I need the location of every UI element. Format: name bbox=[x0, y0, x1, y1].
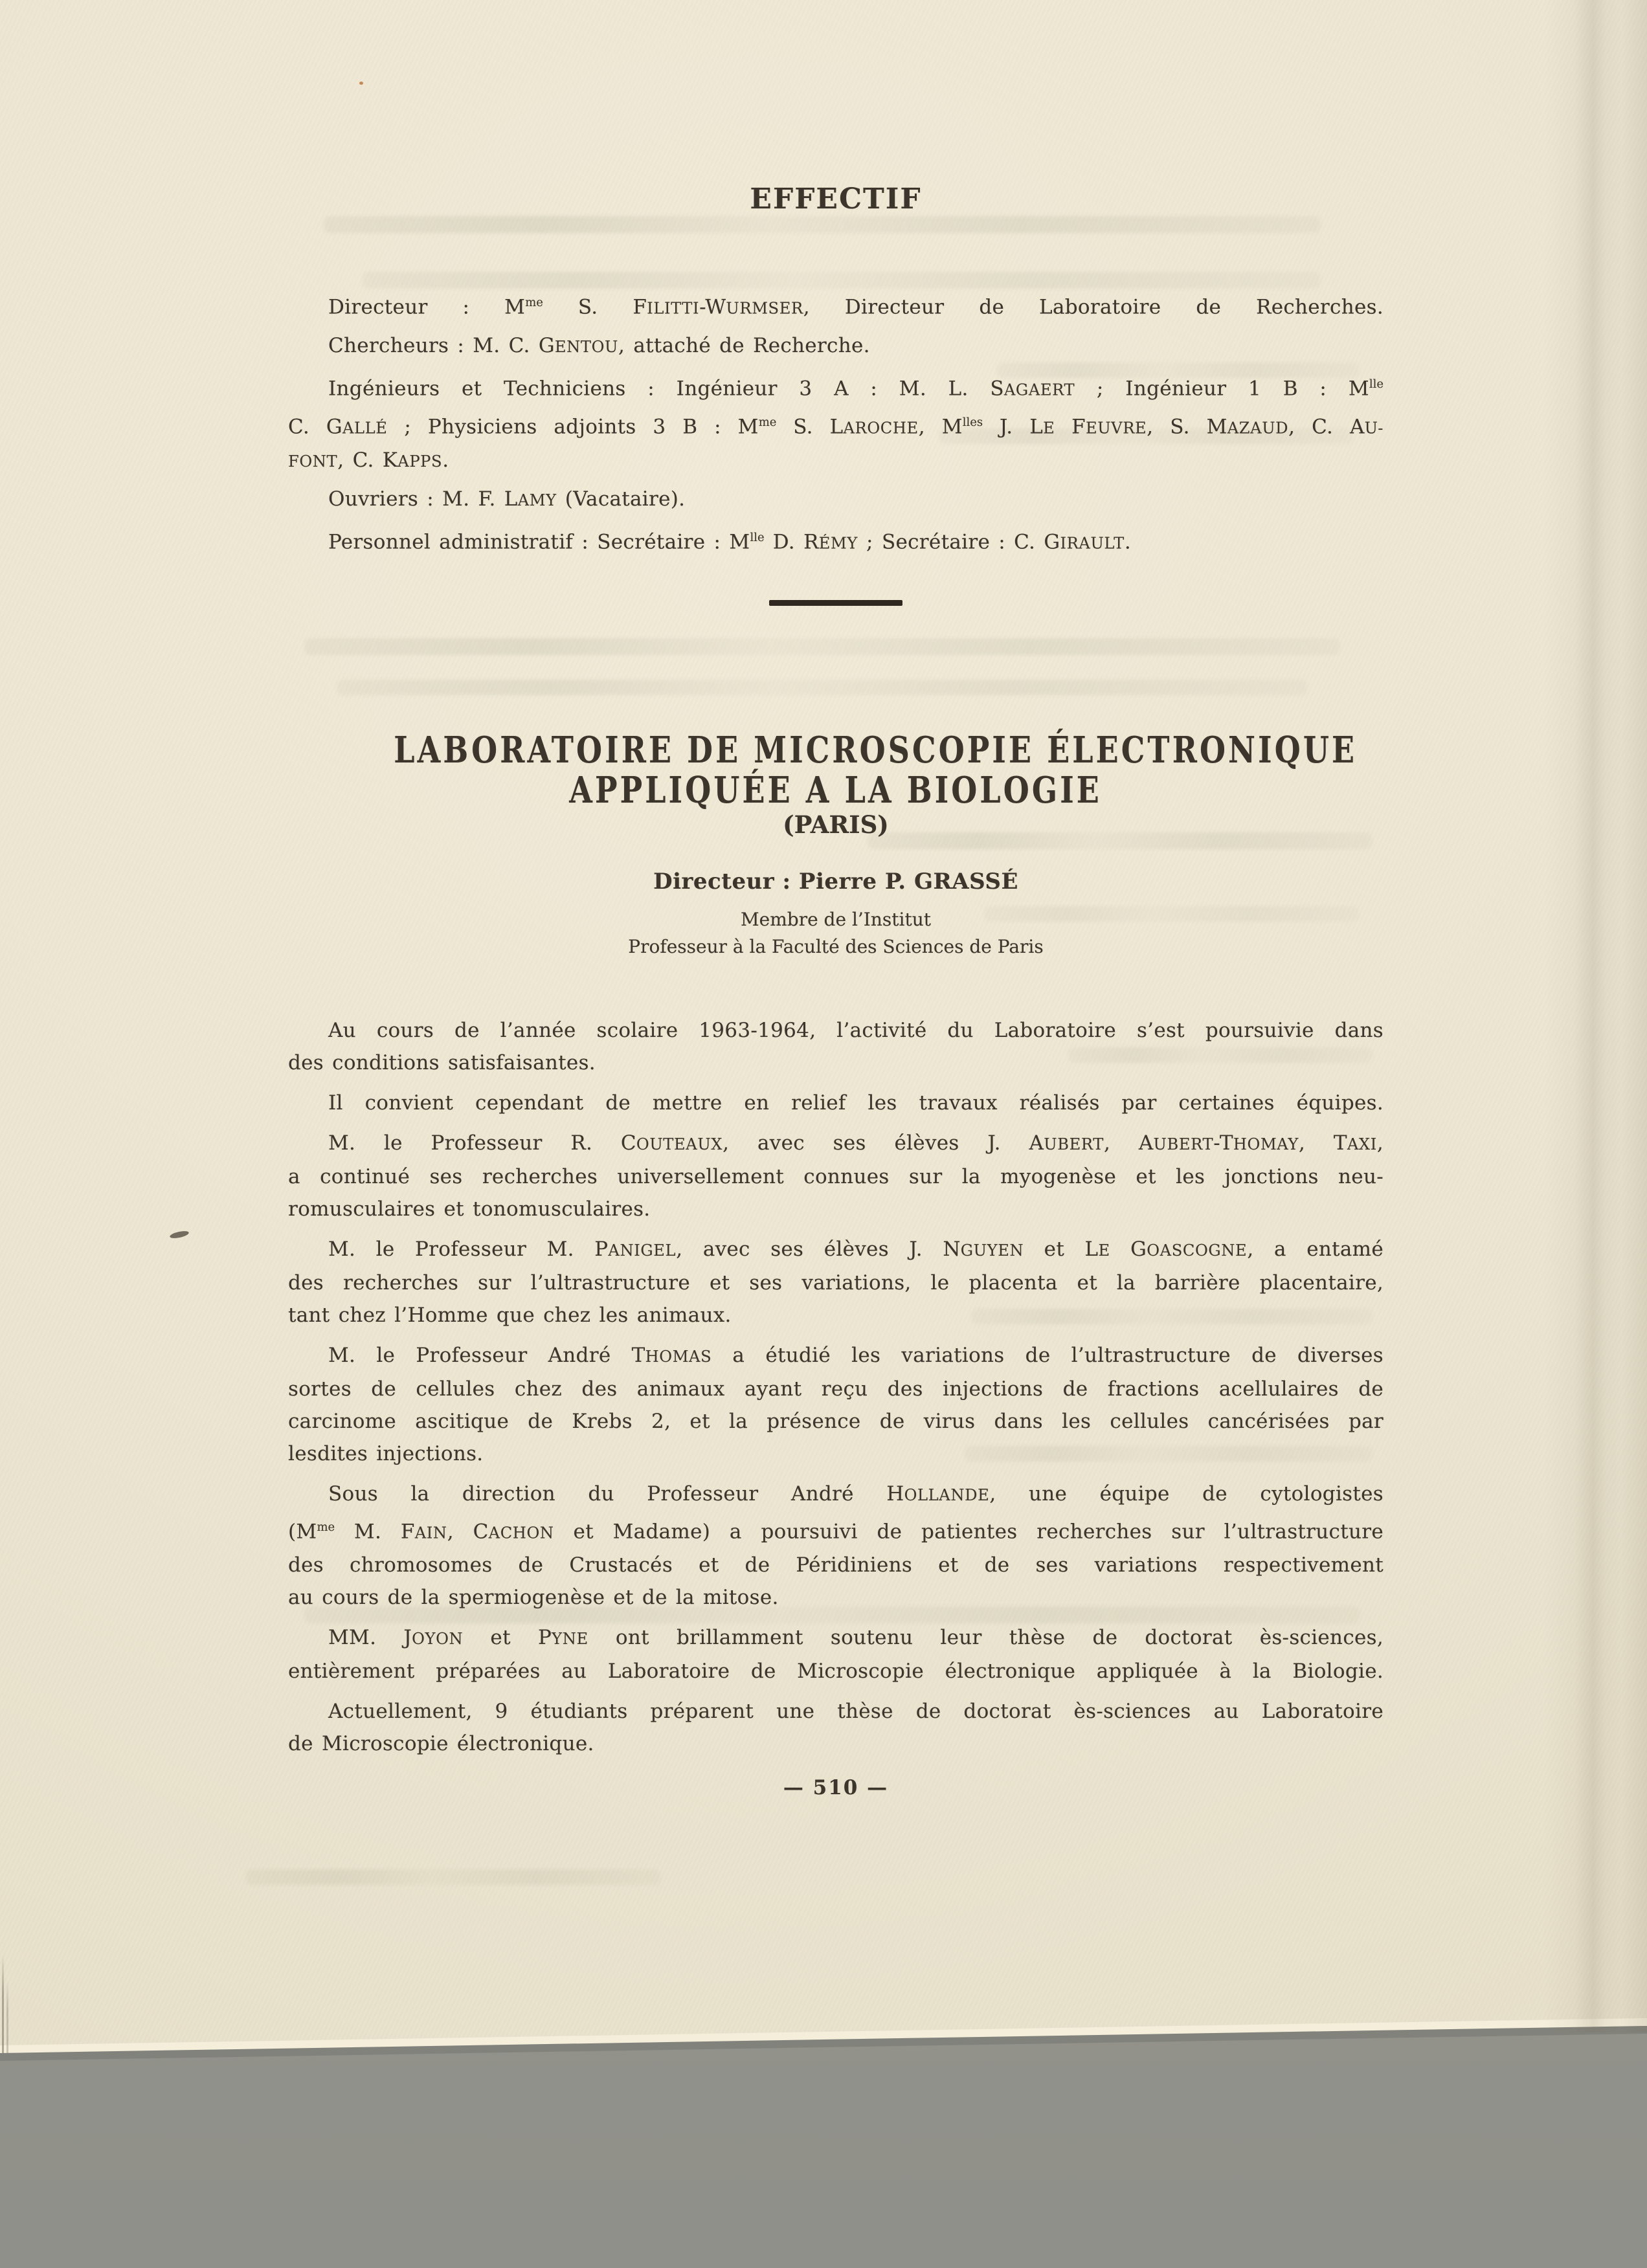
small-caps-name: GUYEN bbox=[960, 1241, 1024, 1260]
paper-speck bbox=[359, 82, 363, 85]
text-line: Sous la direction du Professeur André HOLLANDE, une équipe de cytologistes bbox=[328, 1482, 1384, 1506]
small-caps-name: AGAERT bbox=[1003, 381, 1075, 399]
text-line: des chromosomes de Crustacés et de Péridiniens et de ses variations respectivement bbox=[288, 1553, 1384, 1577]
small-caps-name: AXI bbox=[1347, 1135, 1377, 1153]
small-caps-name: APPS bbox=[398, 452, 443, 471]
small-caps-name: OASCOGNE bbox=[1147, 1241, 1248, 1260]
director-affiliation-1: Membre de l’Institut bbox=[740, 909, 932, 930]
superscript-abbrev: lle bbox=[1369, 377, 1384, 392]
superscript-abbrev: lles bbox=[962, 415, 983, 429]
small-caps-name: E bbox=[1098, 1241, 1110, 1260]
text-line: Directeur : $M^{me}$ S. FILITTI-WURMSER, Directeur de Laboratoire de Recherches. bbox=[328, 295, 1384, 319]
section-divider bbox=[769, 600, 902, 606]
text-line: FONT, C. KAPPS. bbox=[288, 448, 449, 472]
small-caps-name: AMY bbox=[517, 491, 557, 509]
paragraph bbox=[288, 1127, 1384, 1225]
small-caps-name: ENTOU bbox=[554, 338, 619, 357]
small-caps-name: E bbox=[1043, 418, 1055, 437]
text-line: des conditions satisfaisantes. bbox=[288, 1051, 596, 1074]
small-caps-name: AIN bbox=[414, 1524, 447, 1542]
text-line: M. le Professeur André THOMAS a étudié les variations de l’ultrastructure de diverses bbox=[328, 1344, 1384, 1367]
bleedthrough-mark bbox=[304, 638, 1340, 655]
small-caps-name: AZAUD bbox=[1227, 418, 1289, 437]
small-caps-name: OYON bbox=[412, 1630, 464, 1649]
lab-title-line1: LABORATOIRE DE MICROSCOPIE ÉLECTRONIQUE bbox=[394, 729, 1358, 772]
text-line: Ingénieurs et Techniciens : Ingénieur 3 A : M. L. SAGAERT ; Ingénieur 1 B : $M^{lle}$ bbox=[328, 377, 1384, 401]
text-line: Au cours de l’année scolaire 1963-1964, l’activité du Laboratoire s’est poursuivie dans bbox=[328, 1019, 1384, 1042]
text-line: Ouvriers : M. F. LAMY (Vacataire). bbox=[328, 487, 686, 511]
superscript-abbrev: lle bbox=[750, 530, 765, 544]
text-line: carcinome ascitique de Krebs 2, et la présence de virus dans les cellules cancérisées par bbox=[288, 1410, 1384, 1433]
text-line: Personnel administratif : Secrétaire : $M^{lle}$ D. RÉMY ; Secrétaire : C. GIRAULT. bbox=[328, 530, 1131, 554]
text-line: romusculaires et tonomusculaires. bbox=[288, 1197, 651, 1221]
small-caps-name: UBERT bbox=[1153, 1135, 1214, 1153]
lab-title bbox=[288, 730, 1384, 810]
paragraph bbox=[288, 287, 1384, 324]
text-line: entièrement préparées au Laboratoire de Microscopie électronique appliquée à la Biologie. bbox=[288, 1660, 1384, 1684]
text-line: C. GALLÉ ; Physiciens adjoints 3 B : $M^{me}$ S. LAROCHE, $M^{lles}$ J. LE FEUVRE, S. MAZAUD, C. AU- bbox=[288, 414, 1384, 438]
small-caps-name: ÉMY bbox=[818, 534, 858, 553]
small-caps-name: FONT bbox=[288, 452, 338, 471]
text-line: ($M^{me}$ M. FAIN, CACHON et Madame) a poursuivi de patientes recherches sur l’ultrastructure bbox=[288, 1520, 1384, 1544]
lab-title-line2: APPLIQUÉE A LA BIOLOGIE bbox=[569, 769, 1103, 812]
text-line: lesdites injections. bbox=[288, 1442, 484, 1465]
section-heading-text: EFFECTIF bbox=[750, 183, 922, 216]
small-caps-name: HOMAS bbox=[645, 1348, 712, 1366]
superscript-abbrev: me bbox=[525, 296, 543, 309]
text-line: de Microscopie électronique. bbox=[288, 1732, 594, 1756]
small-caps-name: YNE bbox=[552, 1630, 588, 1649]
text-line: tant chez l’Homme que chez les animaux. bbox=[288, 1304, 732, 1327]
text-line: a continué ses recherches universellement connues sur la myogenèse et les jonctions neu- bbox=[288, 1165, 1384, 1188]
superscript-abbrev: me bbox=[317, 1520, 335, 1534]
page-stack-edge bbox=[2, 1955, 4, 2053]
text-line: Chercheurs : M. C. GENTOU, attaché de Recherche. bbox=[328, 334, 870, 358]
small-caps-name: UBERT bbox=[1044, 1135, 1104, 1153]
text-line: M. le Professeur R. COUTEAUX, avec ses élèves J. AUBERT, AUBERT-THOMAY, TAXI, bbox=[328, 1131, 1384, 1155]
text-line: des recherches sur l’ultrastructure et ses variations, le placenta et la barrière placentaire, bbox=[288, 1271, 1384, 1295]
text-line: Actuellement, 9 étudiants préparent une thèse de doctorat ès-sciences au Laboratoire bbox=[328, 1700, 1384, 1724]
superscript-abbrev: me bbox=[758, 415, 777, 429]
small-caps-name: ACHON bbox=[488, 1524, 554, 1542]
paragraph bbox=[288, 1695, 1384, 1760]
paragraph bbox=[288, 1478, 1384, 1614]
paragraph bbox=[288, 1087, 1384, 1119]
page-edge-shadow bbox=[1543, 0, 1647, 2032]
small-caps-name: HOMAY bbox=[1233, 1135, 1299, 1153]
paragraph bbox=[288, 1233, 1384, 1331]
bleedthrough-mark bbox=[337, 680, 1308, 695]
small-caps-name: EUVRE bbox=[1085, 418, 1147, 437]
report-body bbox=[288, 1014, 1384, 1768]
text-line: sortes de cellules chez des animaux ayant reçu des injections de fractions acellulaires de bbox=[288, 1377, 1384, 1401]
paragraph bbox=[288, 1014, 1384, 1079]
paragraph bbox=[288, 522, 1384, 559]
small-caps-name: OUTEAUX bbox=[636, 1135, 723, 1153]
paragraph bbox=[288, 483, 1384, 517]
small-caps-name: IRAULT bbox=[1060, 534, 1125, 553]
page-number: — 510 — bbox=[783, 1776, 889, 1799]
small-caps-name: ILITTI bbox=[647, 299, 700, 318]
section-heading bbox=[288, 184, 1384, 214]
paragraph bbox=[288, 1621, 1384, 1687]
text-line: M. le Professeur M. PANIGEL, avec ses élèves J. NGUYEN et LE GOASCOGNE, a entamé bbox=[328, 1238, 1384, 1261]
text-line: MM. JOYON et PYNE ont brillamment soutenu leur thèse de doctorat ès-sciences, bbox=[328, 1626, 1384, 1650]
small-caps-name: OLLANDE bbox=[904, 1486, 990, 1504]
bleedthrough-mark bbox=[246, 1869, 660, 1885]
small-caps-name: U- bbox=[1364, 418, 1384, 437]
small-caps-name: ALLÉ bbox=[342, 418, 388, 437]
text-line: au cours de la spermiogenèse et de la mitose. bbox=[288, 1586, 779, 1610]
text-line: Il convient cependant de mettre en relief les travaux réalisés par certaines équipes. bbox=[328, 1091, 1384, 1115]
paragraph bbox=[288, 368, 1384, 478]
page-stack-edge bbox=[6, 1981, 8, 2053]
paragraph bbox=[288, 1339, 1384, 1470]
small-caps-name: URMSER bbox=[726, 299, 803, 318]
director-line: Directeur : Pierre P. GRASSÉ bbox=[653, 869, 1018, 895]
bleedthrough-mark bbox=[324, 216, 1321, 233]
ink-smudge bbox=[169, 1230, 189, 1240]
director-affiliation-2: Professeur à la Faculté des Sciences de Paris bbox=[628, 936, 1044, 957]
lab-location: (PARIS) bbox=[783, 810, 889, 839]
small-caps-name: ANIGEL bbox=[608, 1241, 677, 1260]
paragraph bbox=[288, 329, 1384, 363]
staff-list bbox=[288, 287, 1384, 564]
small-caps-name: AROCHE bbox=[843, 418, 919, 437]
